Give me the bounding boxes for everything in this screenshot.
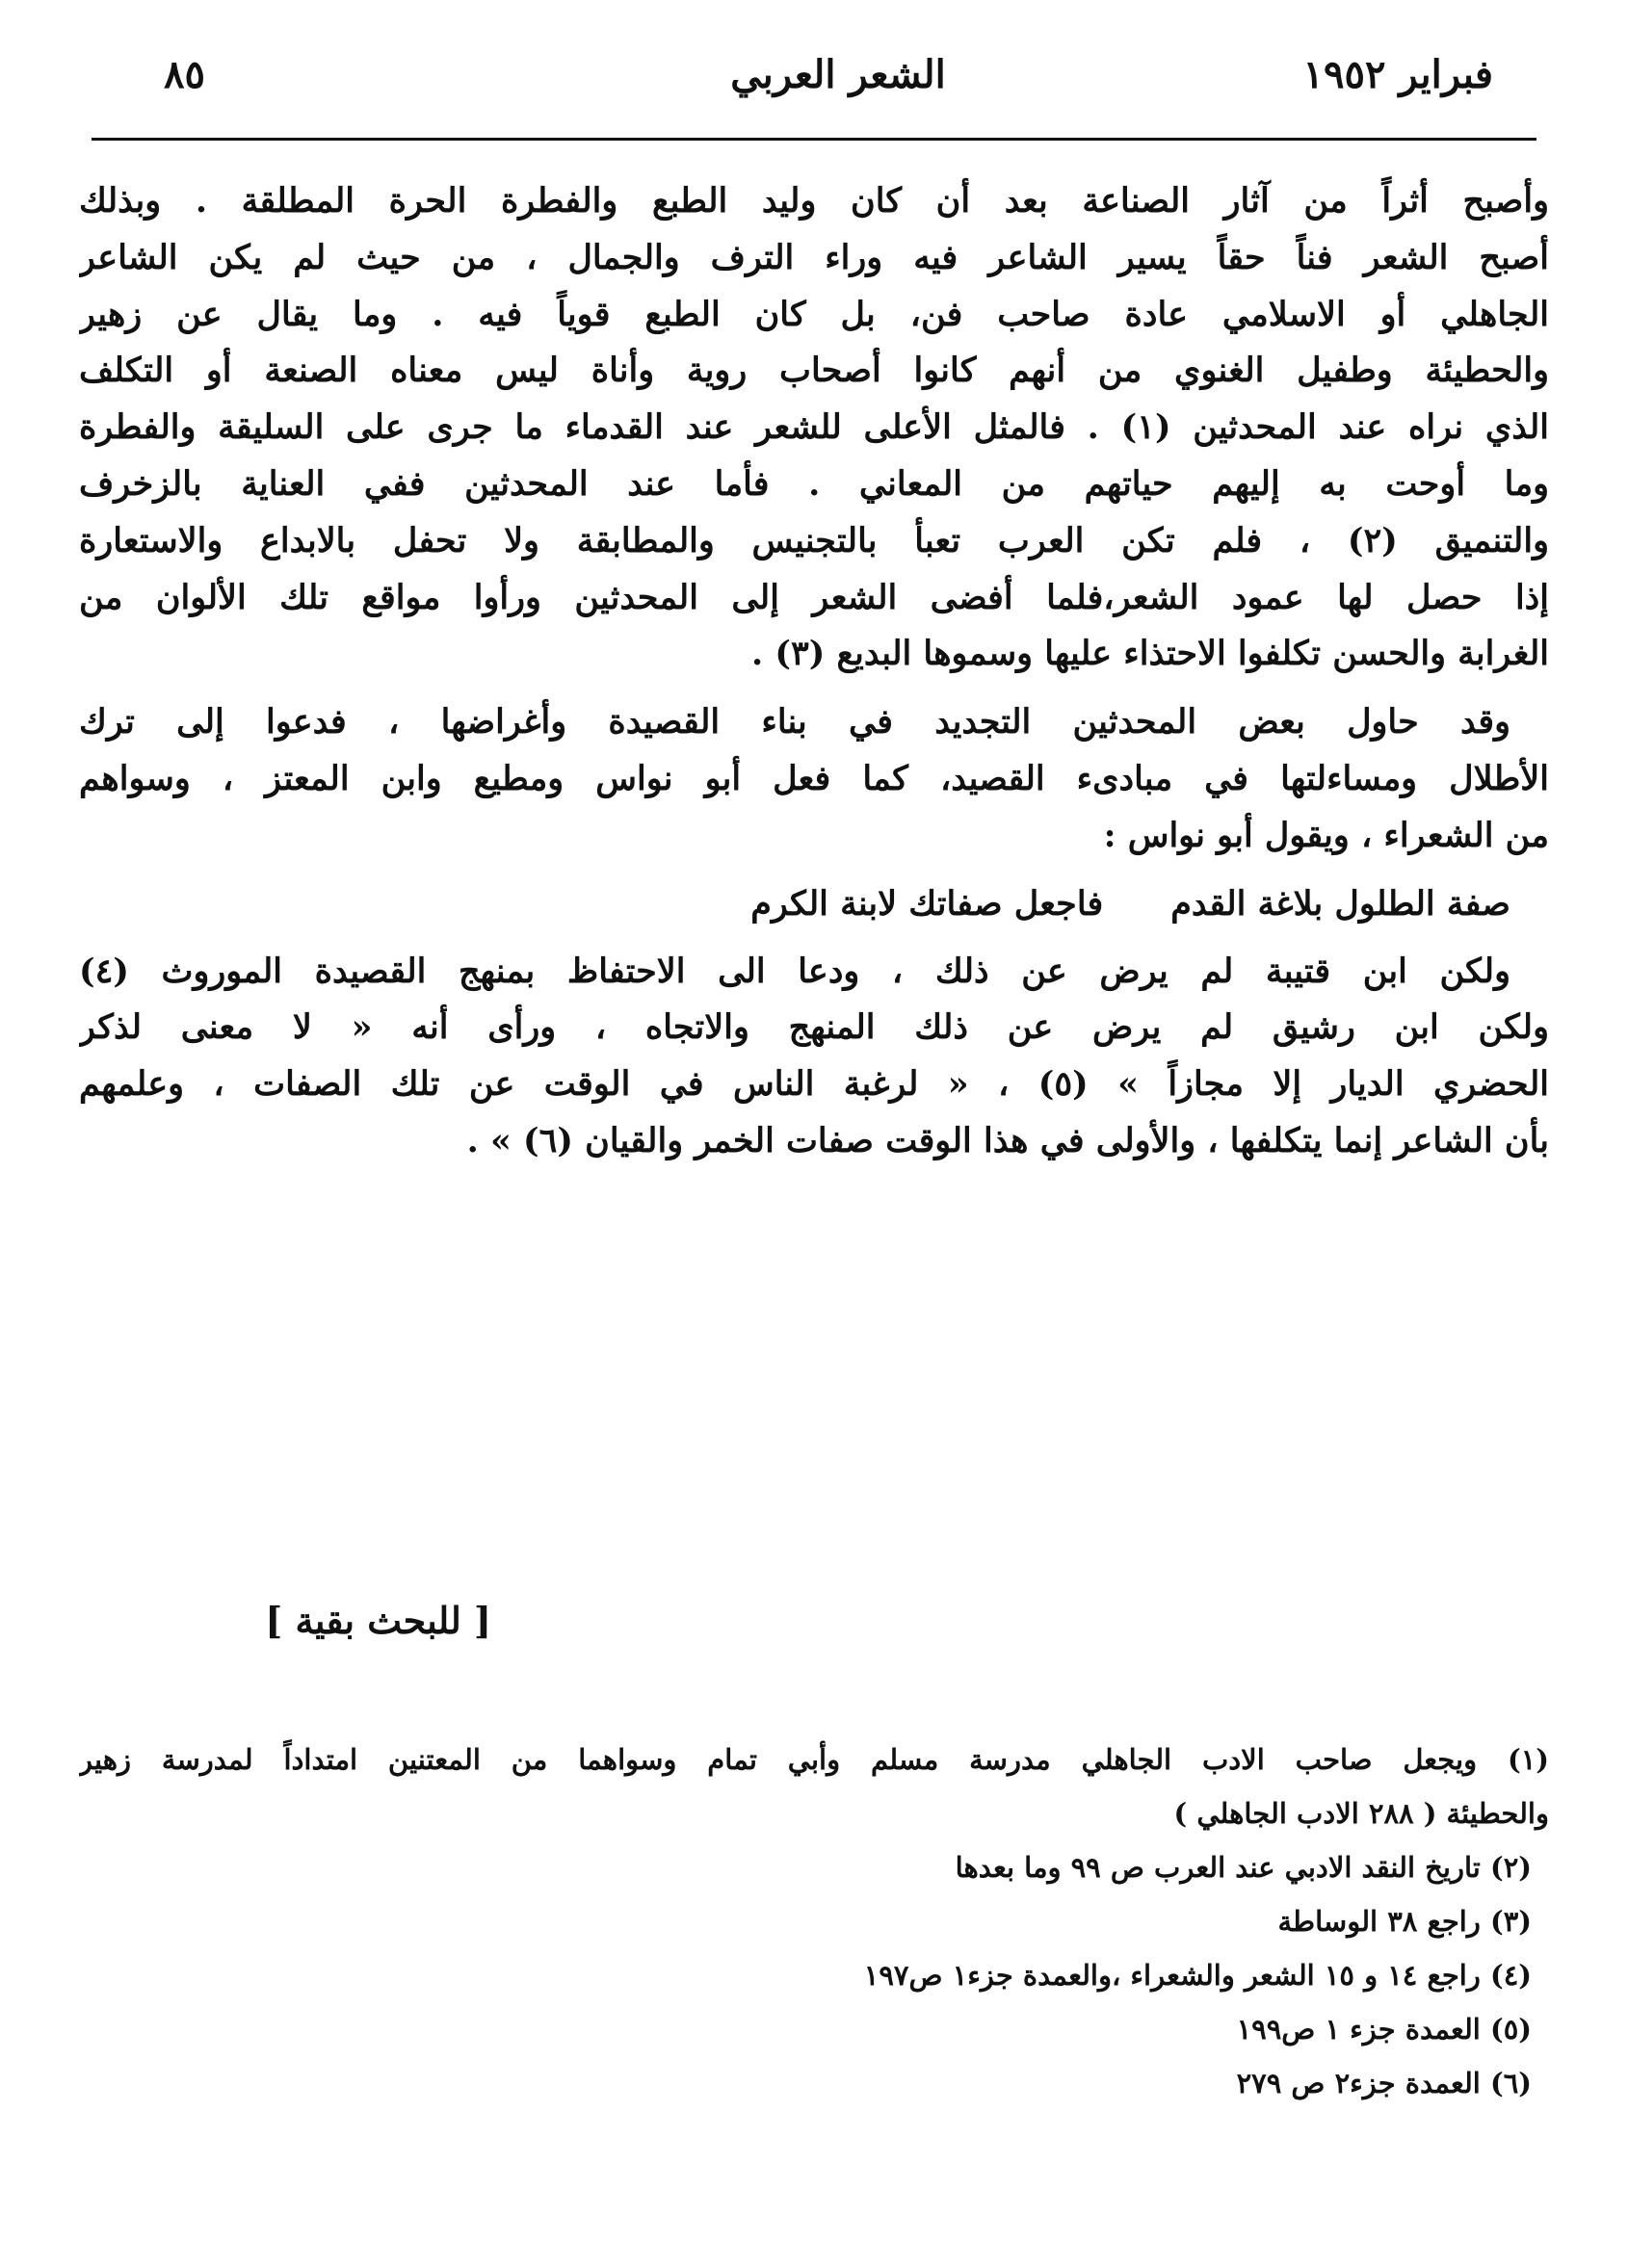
paragraph-3 [79, 944, 1549, 1170]
footnote-2: (٢) تاريخ النقد الادبي عند العرب ص ٩٩ وما بعدها [955, 1851, 1532, 1884]
text-line: وأصبح أثراً من آثار الصناعة بعد أن كان وليد الطبع والفطرة الحرة المطلقة . وبذلك [79, 181, 1549, 221]
poetry-verse [79, 865, 1549, 944]
text-line: إذا حصل لها عمود الشعر،فلما أفضى الشعر إلى المحدثين ورأوا مواقع تلك الألوان من [79, 577, 1549, 617]
article-body [79, 173, 1549, 1170]
running-header [144, 46, 1532, 114]
text-line: وقد حاول بعض المحدثين التجديد في بناء القصيدة وأغراضها ، فدعوا إلى ترك [79, 702, 1510, 743]
text-line: أصبح الشعر فناً حقاً يسير الشاعر فيه وراء الترف والجمال ، من حيث لم يكن الشاعر [79, 237, 1549, 277]
text-line: والحطيئة وطفيل الغنوي من أنهم كانوا أصحاب روية وأناة ليس معناه الصنعة أو التكلف [79, 351, 1549, 391]
paragraph-2 [79, 694, 1549, 864]
footnotes [79, 1734, 1549, 2111]
text-line: وما أوحت به إليهم حياتهم من المعاني . فأما عند المحدثين ففي العناية بالزخرف [79, 463, 1549, 504]
footnote-3: (٣) راجع ٣٨ الوساطة [1277, 1905, 1532, 1938]
footnote-4: (٤) راجع ١٤ و ١٥ الشعر والشعراء ،والعمدة جزء١ ص١٩٧ [863, 1959, 1532, 1992]
issue-date: فبراير ١٩٥٢ [1302, 52, 1493, 97]
text-line: الجاهلي أو الاسلامي عادة صاحب فن، بل كان الطبع قوياً فيه . وما يقال عن زهير [79, 294, 1549, 334]
text-line: والتنميق (٢) ، فلم تكن العرب تعبأ بالتجنيس والمطابقة ولا تحفل بالابداع والاستعارة [79, 520, 1549, 560]
text-line: الذي نراه عند المحدثين (١) . فالمثل الأعلى للشعر عند القدماء ما جرى على السليقة والفطرة [79, 407, 1549, 448]
text-line: ولكن ابن رشيق لم يرض عن ذلك المنهج والاتجاه ، ورأى أنه « لا معنى لذكر [79, 1007, 1549, 1048]
text-line: الغرابة والحسن تكلفوا الاحتذاء عليها وسموها البديع (٣) . [751, 634, 1549, 674]
footnote-5: (٥) العمدة جزء ١ ص١٩٩ [1236, 2013, 1532, 2046]
journal-section-title: الشعر العربي [730, 52, 946, 97]
footnote-1-line-1: (١) ويجعل صاحب الادب الجاهلي مدرسة مسلم وأبي تمام وسواهما من المعتنين امتداداً لمدرسة زهير [79, 1743, 1549, 1776]
text-line: الحضري الديار إلا مجازاً » (٥) ، « لرغبة الناس في الوقت عن تلك الصفات ، وعلمهم [79, 1064, 1549, 1105]
verse-second-hemistich: فاجعل صفاتك لابنة الكرم [750, 883, 1104, 924]
footnote-6: (٦) العمدة جزء٢ ص ٢٧٩ [1236, 2067, 1532, 2099]
header-divider [92, 138, 1536, 141]
text-line: الأطلال ومساءلتها في مبادىء القصيد، كما فعل أبو نواس ومطيع وابن المعتز ، وسواهم [79, 758, 1549, 798]
footnote-1-line-2: والحطيئة ( ٢٨٨ الادب الجاهلي ) [1173, 1797, 1549, 1830]
text-line: ولكن ابن قتيبة لم يرض عن ذلك ، ودعا الى الاحتفاظ بمنهج القصيدة الموروث (٤) [79, 951, 1510, 991]
to-be-continued-note: [ للبحث بقية ] [265, 1599, 491, 1642]
paragraph-1 [79, 173, 1549, 683]
page-number: ٨٥ [164, 52, 205, 97]
text-line: بأن الشاعر إنما يتكلفها ، والأولى في هذا الوقت صفات الخمر والقيان (٦) » . [466, 1120, 1549, 1160]
verse-first-hemistich: صفة الطلول بلاغة القدم [1170, 883, 1510, 924]
text-line: من الشعراء ، ويقول أبو نواس : [1103, 815, 1549, 855]
